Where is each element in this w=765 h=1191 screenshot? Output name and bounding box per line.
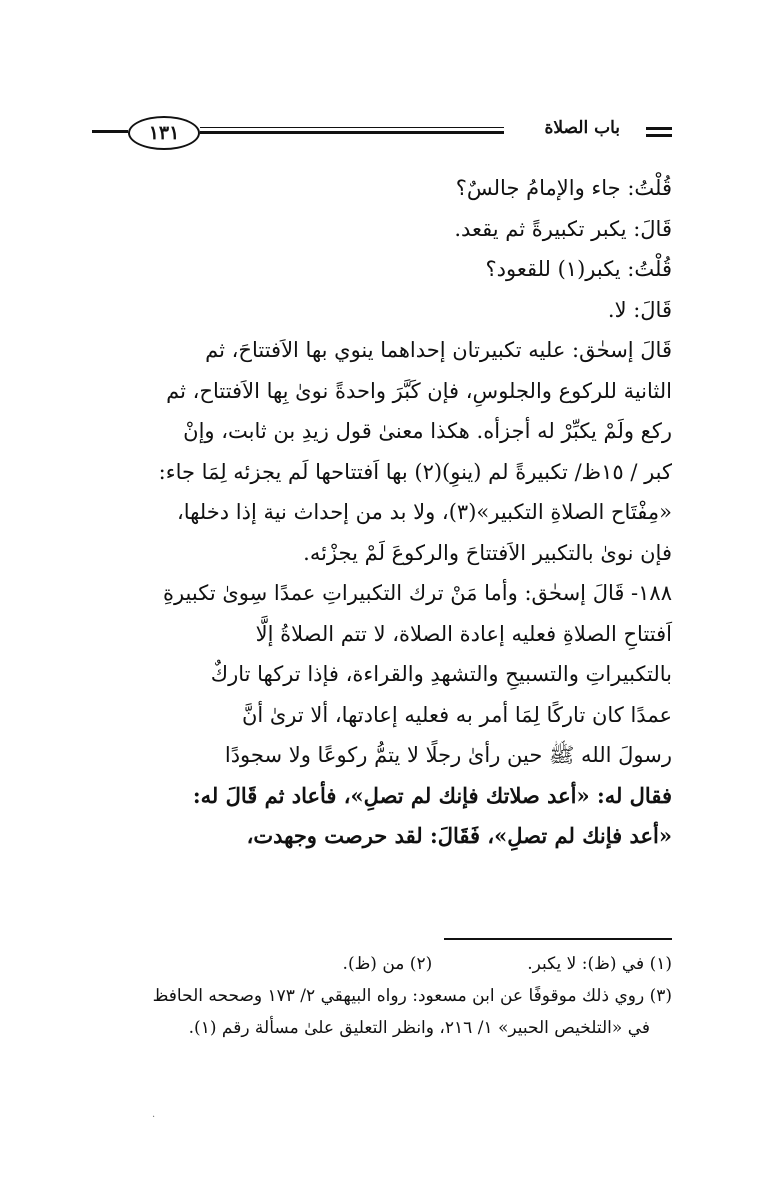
page-number: ١٣١ bbox=[128, 116, 200, 150]
footnote-3-continued: في «التلخيص الحبير» ١/ ٢١٦، وانظر التعليق علىٰ مسألة رقم (١). bbox=[188, 1018, 650, 1038]
text-line: عمدًا كان تاركًا لِمَا أمر به فعليه إعادتها، ألا ترىٰ أنَّ bbox=[241, 702, 672, 727]
text-line: الثانية للركوع والجلوسِ، فإن كَبَّرَ واحدةً نوىٰ بِها الاَفتتاح، ثم bbox=[166, 378, 672, 403]
print-speck: · bbox=[152, 1112, 156, 1123]
text-line: اَفتتاحِ الصلاةِ فعليه إعادة الصلاة، لا تتم الصلاةُ إلَّا bbox=[255, 621, 672, 646]
text-line: «مِفْتَاح الصلاةِ التكبير»(٣)، ولا بد من إحداث نية إذا دخلها، bbox=[176, 500, 672, 524]
header-rule-left bbox=[92, 130, 128, 133]
footnote-1: (١) في (ظ): لا يكبر. bbox=[527, 954, 672, 974]
text-line: ١٨٨- قَالَ إسحٰق: وأما مَنْ ترك التكبيراتِ عمدًا سِوىٰ تكبيرةِ bbox=[162, 581, 672, 605]
page-header bbox=[92, 110, 672, 154]
footnote-3: (٣) روي ذلك موقوفًا عن ابن مسعود: رواه البيهقي ٢/ ١٧٣ وصححه الحافظ bbox=[152, 986, 672, 1006]
header-rule-top bbox=[200, 127, 504, 128]
text-line: قَالَ إسحٰق: عليه تكبيرتان إحداهما ينوي بها الاَفتتاحَ، ثم bbox=[205, 338, 672, 362]
header-rule-bottom bbox=[200, 131, 504, 134]
footnotes bbox=[92, 948, 672, 1044]
text-line: فقال له: «أعد صلاتك فإنك لم تصلِ»، فأعاد ثم قَالَ له: bbox=[192, 782, 672, 808]
text-line: ركع ولَمْ يكبِّرْ له أجزأه. هكذا معنىٰ قول زيدِ بن ثابت، وإنْ bbox=[183, 419, 672, 443]
text-line: فإن نوىٰ بالتكبير الاَفتتاحَ والركوعَ لَمْ يجزْئه. bbox=[303, 540, 672, 565]
footnote-2: (٢) من (ظ). bbox=[342, 954, 433, 974]
text-line: كبر / ١٥ظ/ تكبيرةً لم (ينوِ)(٢) بها اَفتتاحها لَم يجزئه لِمَا جاء: bbox=[158, 459, 672, 484]
text-line: قُلْتُ: يكبر(١) للقعود؟ bbox=[485, 257, 672, 281]
footnote-separator bbox=[444, 938, 672, 940]
text-line: «أعد فإنك لم تصلِ»، فَقَالَ: لقد حرصت وجهدت، bbox=[246, 823, 672, 848]
footnote-row bbox=[92, 948, 672, 980]
text-line: قَالَ: لا. bbox=[607, 297, 672, 322]
header-end-mark bbox=[646, 127, 672, 141]
text-line: قَالَ: يكبر تكبيرةً ثم يقعد. bbox=[454, 216, 672, 241]
running-head: باب الصلاة bbox=[544, 118, 620, 138]
text-line: بالتكبيراتِ والتسبيحِ والتشهدِ والقراءة، فإذا تركها تاركٌ bbox=[210, 662, 672, 686]
text-line: رسولَ الله ﷺ حين رأىٰ رجلًا لا يتمُّ ركوعًا ولا سجودًا bbox=[224, 743, 672, 767]
main-text bbox=[92, 168, 672, 857]
text-line: قُلْتُ: جاء والإمامُ جالسٌ؟ bbox=[455, 176, 672, 200]
